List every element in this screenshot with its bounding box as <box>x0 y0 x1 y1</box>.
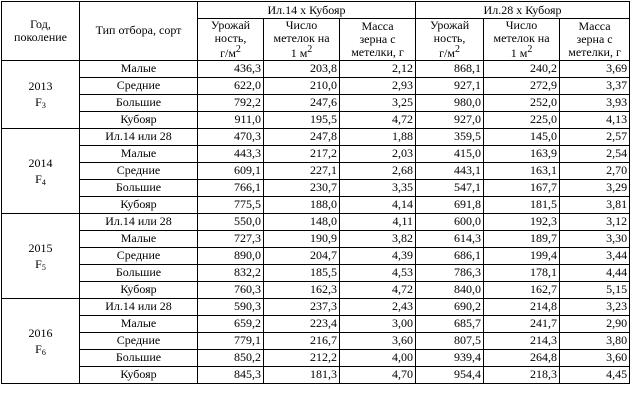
selection-type-cell: Средние <box>80 332 198 349</box>
selection-type-cell: Малые <box>80 315 198 332</box>
value-cell: 614,3 <box>416 230 484 247</box>
value-cell: 192,3 <box>484 213 560 230</box>
value-cell: 3,00 <box>340 315 416 332</box>
value-cell: 4,14 <box>340 196 416 213</box>
value-cell: 3,30 <box>560 230 630 247</box>
value-cell: 223,4 <box>264 315 340 332</box>
value-cell: 2,57 <box>560 128 630 145</box>
selection-type-cell: Кубояр <box>80 196 198 213</box>
value-cell: 911,0 <box>198 111 264 128</box>
header-year-generation: Год, поколение <box>2 2 80 61</box>
table-row <box>2 162 630 179</box>
value-cell: 4,00 <box>340 349 416 366</box>
value-cell: 954,4 <box>416 366 484 383</box>
value-cell: 927,0 <box>416 111 484 128</box>
value-cell: 3,60 <box>340 332 416 349</box>
value-cell: 727,3 <box>198 230 264 247</box>
value-cell: 188,0 <box>264 196 340 213</box>
value-cell: 230,7 <box>264 179 340 196</box>
selection-type-cell: Кубояр <box>80 111 198 128</box>
value-cell: 241,7 <box>484 315 560 332</box>
value-cell: 216,7 <box>264 332 340 349</box>
value-cell: 212,2 <box>264 349 340 366</box>
value-cell: 190,9 <box>264 230 340 247</box>
value-cell: 547,1 <box>416 179 484 196</box>
generation-label: F <box>35 256 42 271</box>
value-cell: 4,39 <box>340 247 416 264</box>
header-group-il14: Ил.14 х Кубояр <box>198 2 416 19</box>
value-cell: 3,25 <box>340 94 416 111</box>
generation-label: F <box>35 95 42 110</box>
header-selection-type: Тип отбора, сорт <box>80 2 198 61</box>
year-label: 2013 <box>28 79 53 94</box>
value-cell: 4,70 <box>340 366 416 383</box>
value-cell: 1,88 <box>340 128 416 145</box>
table-row <box>2 111 630 128</box>
value-cell: 3,12 <box>560 213 630 230</box>
year-label: 2015 <box>28 240 53 255</box>
selection-type-cell: Большие <box>80 179 198 196</box>
value-cell: 443,1 <box>416 162 484 179</box>
value-cell: 145,0 <box>484 128 560 145</box>
selection-type-cell: Средние <box>80 162 198 179</box>
value-cell: 247,8 <box>264 128 340 145</box>
selection-type-cell: Кубояр <box>80 366 198 383</box>
value-cell: 210,0 <box>264 77 340 94</box>
value-cell: 609,1 <box>198 162 264 179</box>
value-cell: 691,8 <box>416 196 484 213</box>
value-cell: 3,23 <box>560 298 630 315</box>
value-cell: 600,0 <box>416 213 484 230</box>
value-cell: 443,3 <box>198 145 264 162</box>
table-row <box>2 349 630 366</box>
value-cell: 204,7 <box>264 247 340 264</box>
value-cell: 185,5 <box>264 264 340 281</box>
selection-type-cell: Малые <box>80 60 198 77</box>
value-cell: 980,0 <box>416 94 484 111</box>
table-row <box>2 77 630 94</box>
value-cell: 189,7 <box>484 230 560 247</box>
value-cell: 685,7 <box>416 315 484 332</box>
value-cell: 622,0 <box>198 77 264 94</box>
value-cell: 3,37 <box>560 77 630 94</box>
table-row <box>2 247 630 264</box>
value-cell: 2,43 <box>340 298 416 315</box>
value-cell: 659,2 <box>198 315 264 332</box>
value-cell: 247,6 <box>264 94 340 111</box>
selection-type-cell: Кубояр <box>80 281 198 298</box>
value-cell: 415,0 <box>416 145 484 162</box>
value-cell: 240,2 <box>484 60 560 77</box>
value-cell: 218,3 <box>484 366 560 383</box>
value-cell: 3,69 <box>560 60 630 77</box>
table-row <box>2 298 630 315</box>
value-cell: 178,1 <box>484 264 560 281</box>
selection-type-cell: Ил.14 или 28 <box>80 213 198 230</box>
value-cell: 807,5 <box>416 332 484 349</box>
value-cell: 359,5 <box>416 128 484 145</box>
value-cell: 3,82 <box>340 230 416 247</box>
value-cell: 4,13 <box>560 111 630 128</box>
header-panicles: Число метелок на 1 $м^2$ <box>264 19 340 61</box>
year-generation-cell <box>2 60 80 128</box>
value-cell: 779,1 <box>198 332 264 349</box>
selection-type-cell: Малые <box>80 145 198 162</box>
table-row <box>2 179 630 196</box>
selection-type-cell: Средние <box>80 77 198 94</box>
selection-type-cell: Средние <box>80 247 198 264</box>
value-cell: 2,93 <box>340 77 416 94</box>
value-cell: 4,53 <box>340 264 416 281</box>
table-header <box>2 2 630 61</box>
table-row <box>2 145 630 162</box>
selection-type-cell: Ил.14 или 28 <box>80 298 198 315</box>
table-row <box>2 332 630 349</box>
table-row <box>2 281 630 298</box>
value-cell: 686,1 <box>416 247 484 264</box>
value-cell: 2,03 <box>340 145 416 162</box>
value-cell: 2,12 <box>340 60 416 77</box>
table-row <box>2 213 630 230</box>
value-cell: 436,3 <box>198 60 264 77</box>
value-cell: 2,54 <box>560 145 630 162</box>
table-row <box>2 196 630 213</box>
value-cell: 195,5 <box>264 111 340 128</box>
value-cell: 3,35 <box>340 179 416 196</box>
value-cell: 163,9 <box>484 145 560 162</box>
value-cell: 2,68 <box>340 162 416 179</box>
value-cell: 163,1 <box>484 162 560 179</box>
header-grain-mass: Масса зерна с метелки, г <box>560 19 630 61</box>
value-cell: 470,3 <box>198 128 264 145</box>
year-label: 2014 <box>28 155 53 170</box>
value-cell: 3,60 <box>560 349 630 366</box>
value-cell: 4,44 <box>560 264 630 281</box>
value-cell: 832,2 <box>198 264 264 281</box>
value-cell: 272,9 <box>484 77 560 94</box>
table-row <box>2 60 630 77</box>
selection-type-cell: Малые <box>80 230 198 247</box>
value-cell: 214,8 <box>484 298 560 315</box>
year-generation-cell <box>2 213 80 298</box>
value-cell: 760,3 <box>198 281 264 298</box>
header-yield: Урожай ность, $г/м^2$ <box>416 19 484 61</box>
value-cell: 690,2 <box>416 298 484 315</box>
value-cell: 4,45 <box>560 366 630 383</box>
value-cell: 203,8 <box>264 60 340 77</box>
value-cell: 199,4 <box>484 247 560 264</box>
value-cell: 181,5 <box>484 196 560 213</box>
selection-type-cell: Ил.14 или 28 <box>80 128 198 145</box>
value-cell: 225,0 <box>484 111 560 128</box>
generation-label: F <box>35 171 42 186</box>
table-row <box>2 128 630 145</box>
value-cell: 550,0 <box>198 213 264 230</box>
value-cell: 167,7 <box>484 179 560 196</box>
value-cell: 237,3 <box>264 298 340 315</box>
selection-type-cell: Большие <box>80 94 198 111</box>
value-cell: 3,93 <box>560 94 630 111</box>
value-cell: 227,1 <box>264 162 340 179</box>
value-cell: 217,2 <box>264 145 340 162</box>
table-row <box>2 315 630 332</box>
header-grain-mass: Масса зерна с метелки, г <box>340 19 416 61</box>
year-generation-cell <box>2 128 80 213</box>
header-group-il28: Ил.28 х Кубояр <box>416 2 630 19</box>
table-row <box>2 366 630 383</box>
value-cell: 850,2 <box>198 349 264 366</box>
value-cell: 214,3 <box>484 332 560 349</box>
selection-type-cell: Большие <box>80 349 198 366</box>
value-cell: 4,72 <box>340 281 416 298</box>
value-cell: 148,0 <box>264 213 340 230</box>
value-cell: 590,3 <box>198 298 264 315</box>
value-cell: 4,11 <box>340 213 416 230</box>
value-cell: 2,70 <box>560 162 630 179</box>
value-cell: 162,3 <box>264 281 340 298</box>
header-yield: Урожай ность, $г/м^2$ <box>198 19 264 61</box>
value-cell: 2,90 <box>560 315 630 332</box>
header-panicles: Число метелок на 1 $м^2$ <box>484 19 560 61</box>
table-row <box>2 94 630 111</box>
value-cell: 3,81 <box>560 196 630 213</box>
value-cell: 252,0 <box>484 94 560 111</box>
value-cell: 181,3 <box>264 366 340 383</box>
value-cell: 845,3 <box>198 366 264 383</box>
table-body <box>2 60 630 383</box>
value-cell: 3,44 <box>560 247 630 264</box>
value-cell: 264,8 <box>484 349 560 366</box>
table-row <box>2 230 630 247</box>
value-cell: 4,72 <box>340 111 416 128</box>
selection-type-cell: Большие <box>80 264 198 281</box>
value-cell: 840,0 <box>416 281 484 298</box>
generation-index: 3 <box>41 101 46 111</box>
value-cell: 939,4 <box>416 349 484 366</box>
generation-index: 6 <box>41 347 46 357</box>
value-cell: 5,15 <box>560 281 630 298</box>
value-cell: 3,80 <box>560 332 630 349</box>
generation-index: 5 <box>41 262 46 272</box>
generation-index: 4 <box>41 177 46 187</box>
value-cell: 927,1 <box>416 77 484 94</box>
value-cell: 792,2 <box>198 94 264 111</box>
value-cell: 766,1 <box>198 179 264 196</box>
yield-table <box>1 1 630 384</box>
value-cell: 786,3 <box>416 264 484 281</box>
year-label: 2016 <box>28 325 53 340</box>
value-cell: 162,7 <box>484 281 560 298</box>
table-row <box>2 264 630 281</box>
year-generation-cell <box>2 298 80 383</box>
generation-label: F <box>35 341 42 356</box>
value-cell: 890,0 <box>198 247 264 264</box>
value-cell: 775,5 <box>198 196 264 213</box>
value-cell: 868,1 <box>416 60 484 77</box>
value-cell: 3,29 <box>560 179 630 196</box>
